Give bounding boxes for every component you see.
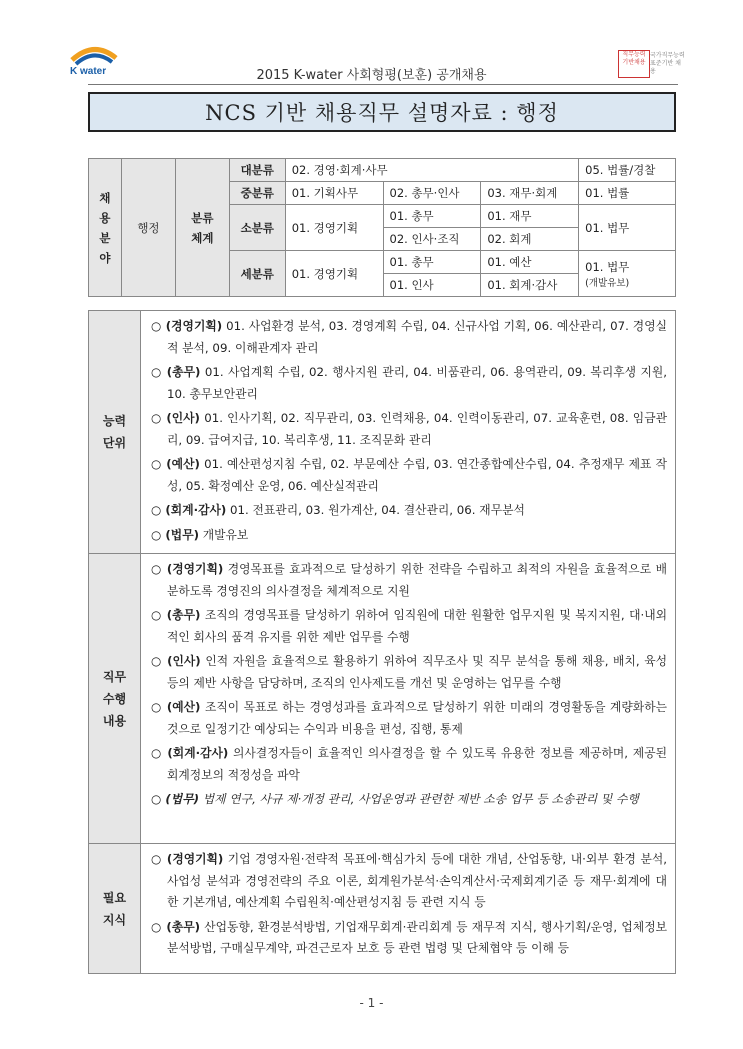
minor-c1: 01. 재무: [481, 205, 579, 228]
ability-content: [141, 311, 676, 554]
middle-3: 03. 재무·회계: [481, 182, 579, 205]
ability-item: ○ (인사) 01. 인사기획, 02. 직무관리, 03. 인력채용, 04. 인력이동관리, 07. 교육훈련, 08. 임금관리, 09. 급여지급, 10. 복리후생, 11. 조직문화 관리: [151, 411, 667, 447]
ability-item: ○ (회계·감사) 01. 전표관리, 03. 원가계산, 04. 결산관리, 06. 재무분석: [151, 503, 525, 517]
minor-c2: 02. 회계: [481, 228, 579, 251]
duty-item: ○ (법무) 법제 연구, 사규 제·개정 관리, 사업운영과 관련한 제반 소송 업무 등 소송관리 및 수행: [151, 792, 639, 806]
duty-item: ○ (예산) 조직이 목표로 하는 경영성과를 효과적으로 달성하기 위한 미래의 경영활동을 계량화하는 것으로 일정기간 예상되는 수익과 비용을 편성, 집행, 통제: [151, 700, 667, 736]
system-label: 분류 체계: [175, 159, 229, 297]
middle-label: 중분류: [229, 182, 285, 205]
job-description-table: [88, 310, 676, 974]
doc-title: NCS 기반 채용직무 설명자료 : 행정: [88, 92, 676, 132]
ability-item: ○ (총무) 01. 사업계획 수립, 02. 행사지원 관리, 04. 비품관리, 06. 용역관리, 09. 복리후생 지원, 10. 총무보안관리: [151, 365, 667, 401]
minor-b2: 02. 인사·조직: [383, 228, 481, 251]
major-b: 05. 법률/경찰: [579, 159, 676, 182]
logo-text: K water: [70, 66, 107, 77]
ability-item: ○ (경영기획) 01. 사업환경 분석, 03. 경영계획 수립, 04. 신규사업 기획, 06. 예산관리, 07. 경영실적 분석, 09. 이해관계자 관리: [151, 319, 667, 355]
knowledge-content: [141, 844, 676, 974]
field-label: 채용 분야: [89, 159, 122, 297]
ability-label: 능력 단위: [89, 311, 141, 554]
detail-b1: 01. 총무: [383, 251, 481, 274]
duty-label: 직무 수행 내용: [89, 554, 141, 844]
page-number: - 1 -: [359, 996, 384, 1010]
duty-item: ○ (총무) 조직의 경영목표를 달성하기 위하여 임직원에 대한 원활한 업무지원 및 복지지원, 대·내외적인 회사의 품격 유지를 위한 제반 업무를 수행: [151, 608, 668, 644]
field-value: 행정: [121, 159, 175, 297]
stamp-caption: 국가직무능력 표준기반 채용: [650, 52, 685, 75]
middle-1: 01. 기획사무: [285, 182, 383, 205]
middle-2: 02. 총무·인사: [383, 182, 481, 205]
detail-a: 01. 경영기획: [285, 251, 383, 297]
detail-d-cell: [579, 251, 676, 297]
ncs-stamp-icon: 직무능력 기반채용: [618, 50, 650, 78]
ability-item: ○ (법무) 개발유보: [151, 527, 249, 542]
knowledge-label: 필요 지식: [89, 844, 141, 974]
minor-label: 소분류: [229, 205, 285, 251]
detail-b2: 01. 인사: [383, 274, 481, 297]
header-divider: [88, 84, 678, 85]
detail-d-note: (개발유보): [585, 277, 630, 289]
major-a: 02. 경영·회계·사무: [285, 159, 578, 182]
minor-b1: 01. 총무: [383, 205, 481, 228]
detail-c2: 01. 회계·감사: [481, 274, 579, 297]
knowledge-item: ○ (경영기획) 기업 경영자원·전략적 목표에·핵심가치 등에 대한 개념, 산업동향, 내·외부 환경 분석, 사업성 분석과 경영전략의 주요 이론, 회계원가분석·손익계산서·국제회계기준 등 재무·회계에 대한 기본개념, 예산계획 수립원칙·예산편성지침 등 관련 지식 등: [151, 852, 667, 909]
page-header: [0, 0, 743, 86]
detail-d: 01. 법무: [585, 259, 630, 274]
minor-d: 01. 법무: [579, 205, 676, 251]
major-label: 대분류: [229, 159, 285, 182]
duty-item: ○ (인사) 인적 자원을 효율적으로 활용하기 위하여 직무조사 및 직무 분석을 통해 채용, 배치, 육성 등의 제반 사항을 담당하며, 조직의 인사제도를 개선 및 운영하는 업무를 수행: [151, 654, 667, 690]
middle-4: 01. 법률: [579, 182, 676, 205]
duty-content: [141, 554, 676, 844]
knowledge-item: ○ (총무) 산업동향, 환경분석방법, 기업재무회계·관리회계 등 재무적 지식, 행사기획/운영, 업체정보 분석방법, 구매실무계약, 파견근로자 보호 등 관련 법령 및 단체협약 등 이해 등: [151, 919, 667, 955]
classification-table: [88, 158, 676, 297]
ability-item: ○ (예산) 01. 예산편성지침 수립, 02. 부문예산 수립, 03. 연간종합예산수립, 04. 추정재무 제표 작성, 05. 확정예산 운영, 06. 예산실적관리: [151, 457, 667, 493]
duty-item: ○ (경영기획) 경영목표를 효과적으로 달성하기 위한 전략을 수립하고 최적의 자원을 효율적으로 배분하도록 경영진의 의사결정을 체계적으로 지원: [151, 562, 667, 598]
detail-label: 세분류: [229, 251, 285, 297]
minor-a: 01. 경영기획: [285, 205, 383, 251]
detail-c1: 01. 예산: [481, 251, 579, 274]
duty-item: ○ (회계·감사) 의사결정자들이 효율적인 의사결정을 할 수 있도록 유용한 정보를 제공하며, 제공된 회계정보의 적정성을 파악: [151, 746, 667, 782]
header-title: 2015 K-water 사회형평(보훈) 공개채용: [256, 68, 487, 83]
